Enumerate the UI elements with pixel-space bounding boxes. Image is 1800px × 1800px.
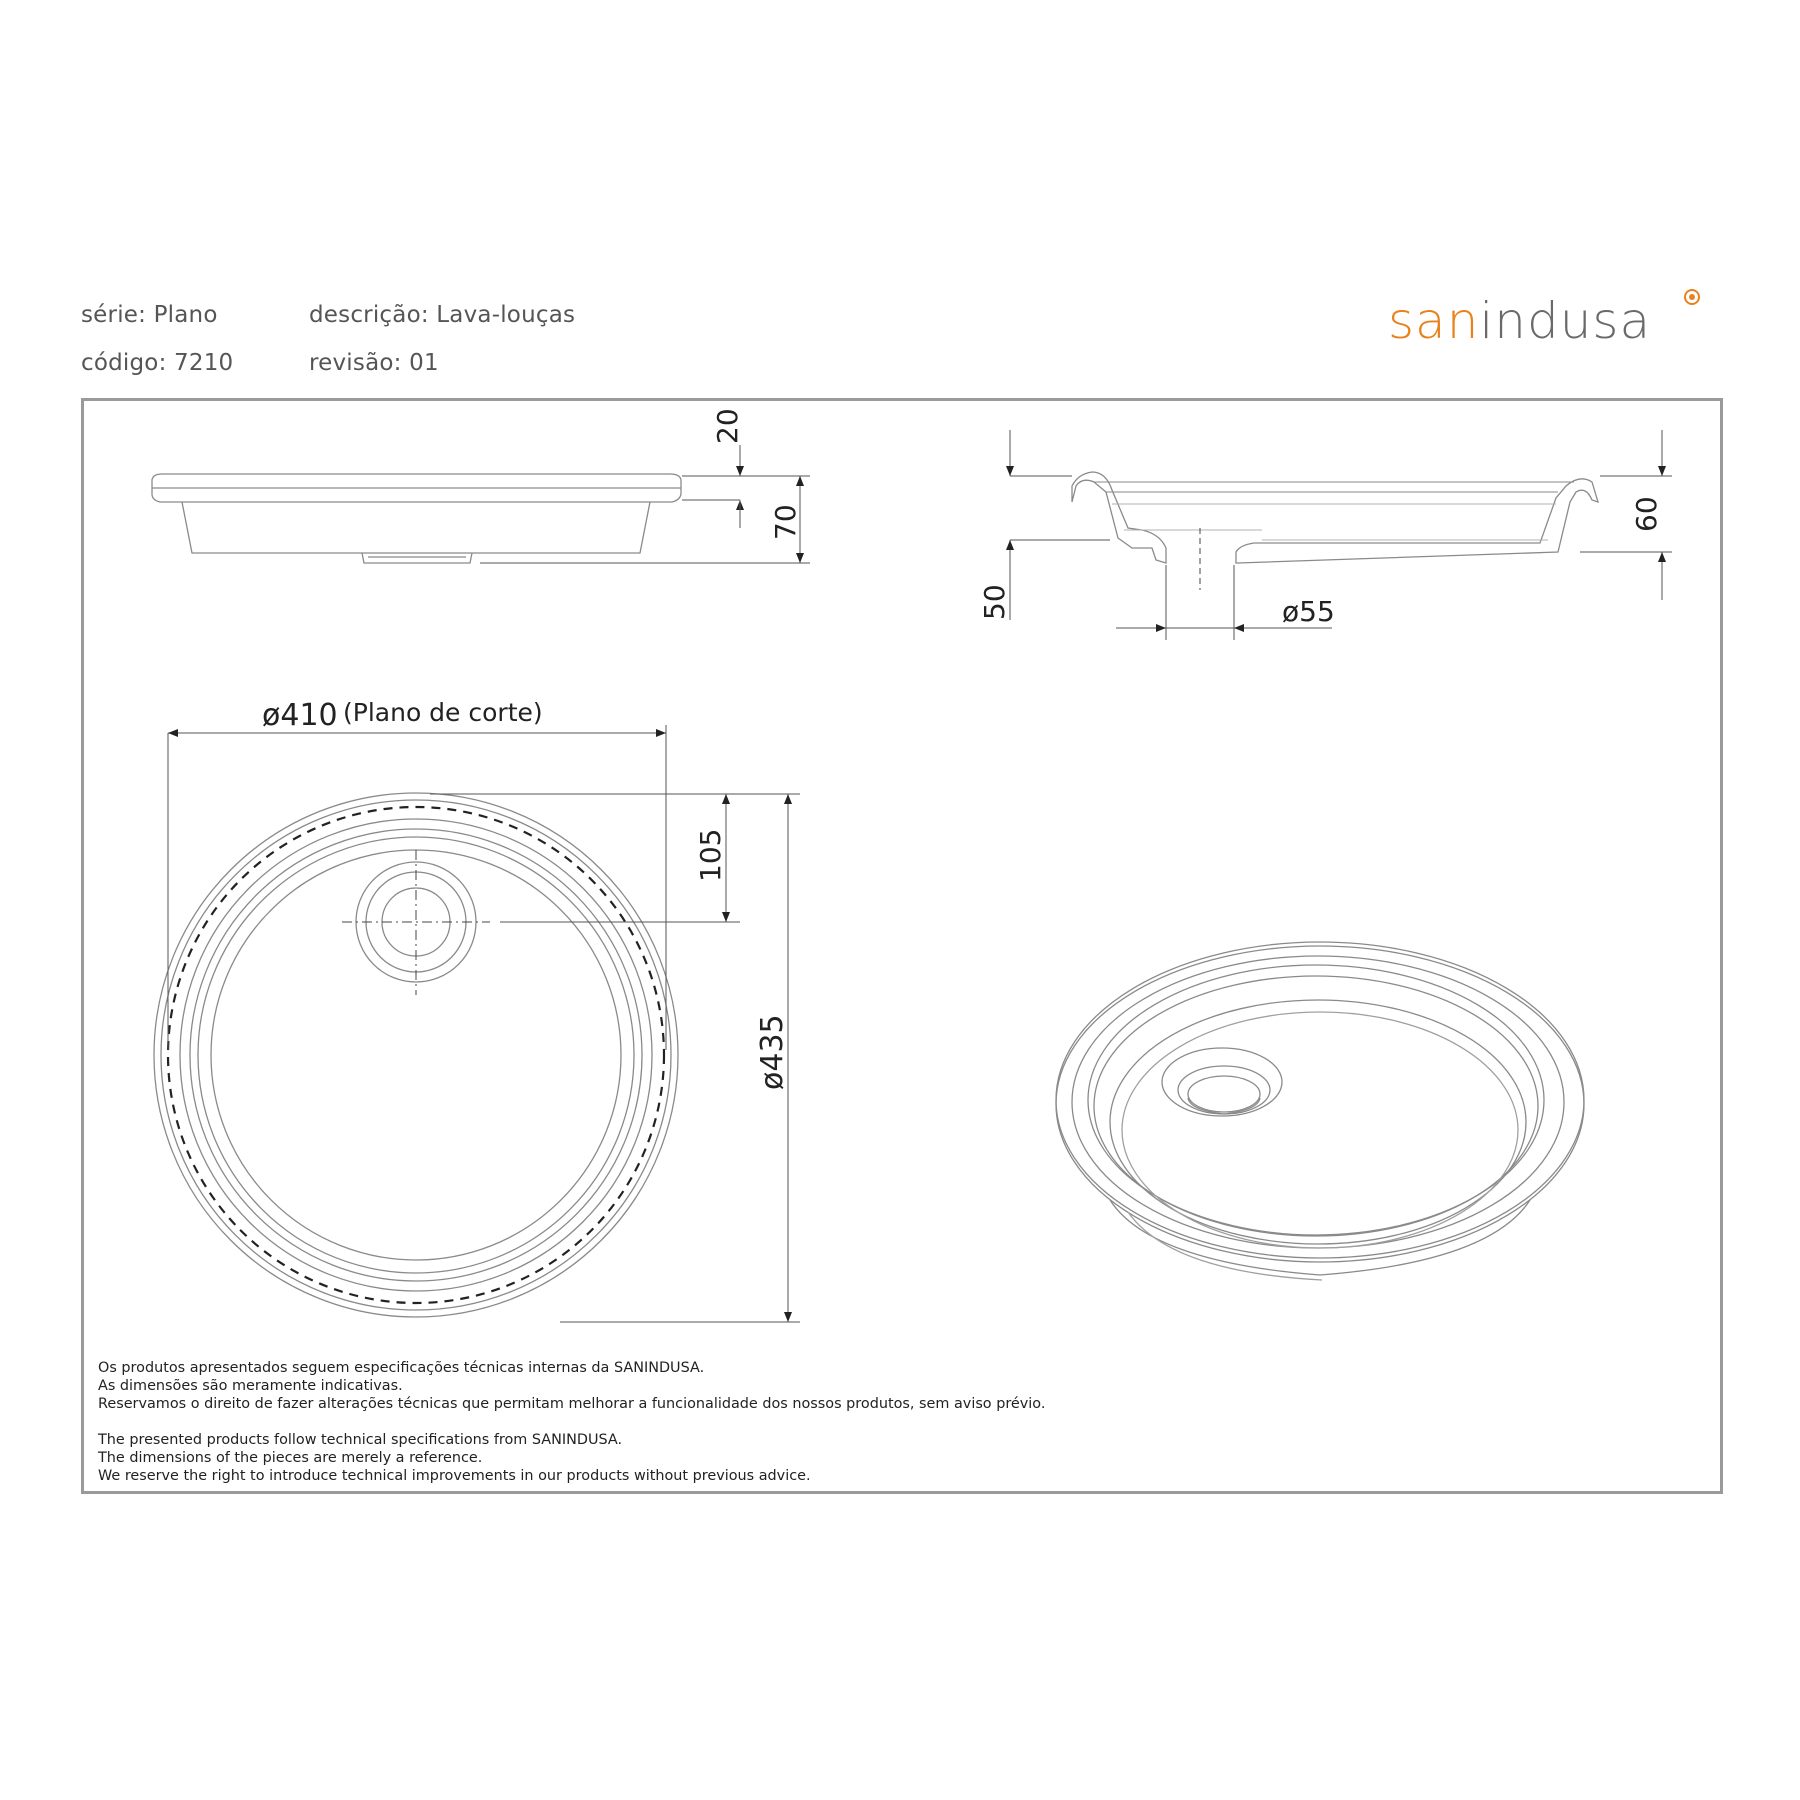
note-pt-2: As dimensões são meramente indicativas. [98,1378,403,1394]
dim-drain-diameter: ø55 [1282,595,1335,628]
descricao-label: descrição: Lava-louças [309,302,576,328]
dim-section-depth: 50 [978,584,1011,620]
note-en-1: The presented products follow technical specifications from SANINDUSA. [98,1432,623,1448]
dim-side-top: 20 [711,408,744,444]
dim-side-height: 70 [769,504,802,540]
dim-outer-diameter: ø435 [755,1014,790,1090]
cut-plane-circle [168,807,664,1303]
dim-cut-label: (Plano de corte) [343,698,543,727]
note-pt-1: Os produtos apresentados seguem especificações técnicas internas da SANINDUSA. [98,1360,705,1376]
dim-cut-diameter: ø410 [262,698,338,733]
section-view-dimensions [1010,430,1672,640]
side-view [152,474,681,563]
serie-label: série: Plano [81,302,218,328]
plan-view-dimensions [168,725,800,1322]
plan-view-centerlines [342,850,490,995]
dim-drain-offset: 105 [694,828,727,882]
logo-part-san: san [1388,292,1480,350]
section-view [1072,472,1598,563]
note-en-2: The dimensions of the pieces are merely a reference. [98,1450,483,1466]
logo-part-indusa: indusa [1479,292,1652,350]
side-view-dimensions [480,445,810,563]
perspective-view [1056,942,1584,1280]
note-en-3: We reserve the right to introduce technical improvements in our products without previous advice. [98,1468,811,1484]
revisao-label: revisão: 01 [309,350,439,376]
codigo-label: código: 7210 [81,350,234,376]
disclaimer-notes [98,1359,1045,1485]
dim-section-height: 60 [1630,496,1663,532]
note-pt-3: Reservamos o direito de fazer alterações técnicas que permitam melhorar a funcionalidade dos nossos produtos, sem aviso prévio. [98,1396,1046,1412]
